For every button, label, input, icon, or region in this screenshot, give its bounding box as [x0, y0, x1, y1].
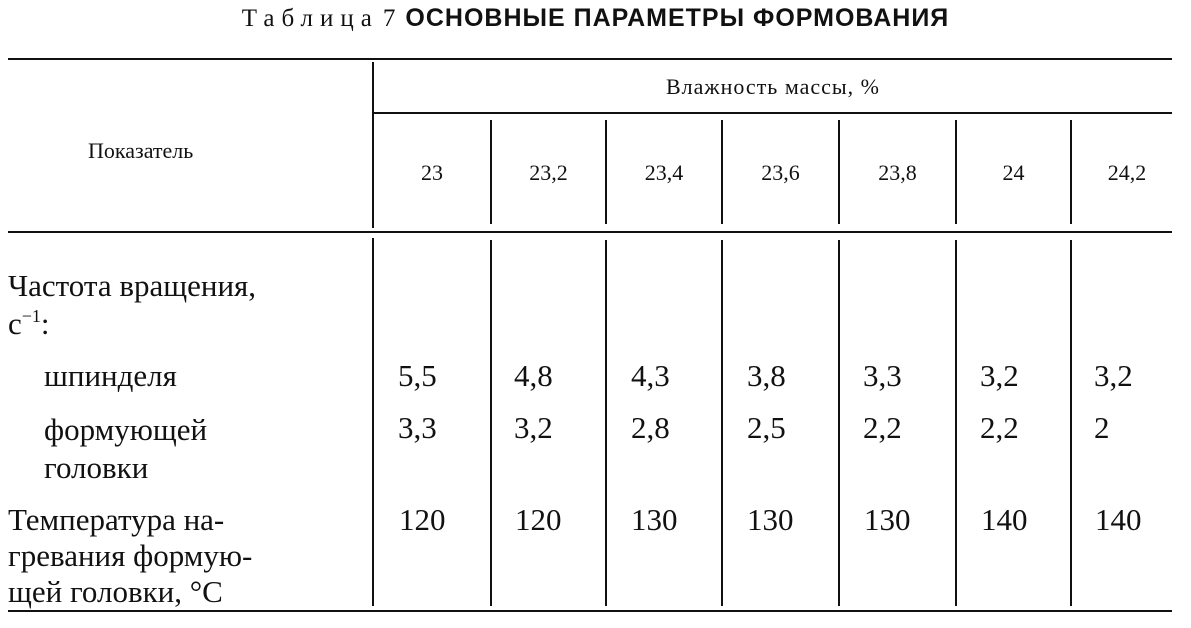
temperature-value: 140: [981, 502, 1028, 537]
spindle-value: 4,8: [514, 358, 553, 393]
temperature-value: 130: [747, 502, 794, 537]
stub-divider-body: [372, 238, 374, 606]
rotation-colon: :: [40, 306, 50, 341]
col-divider: [490, 240, 492, 606]
col-divider: [605, 240, 607, 606]
spindle-label: шпинделя: [44, 358, 177, 393]
top-rule: [8, 58, 1172, 60]
temperature-label-line1: Температура на-: [8, 502, 225, 537]
stub-header: Показатель: [88, 138, 194, 163]
spindle-value: 3,8: [747, 358, 786, 393]
column-header: 24,2: [1107, 160, 1147, 185]
forming-head-value: 3,3: [398, 410, 437, 445]
forming-head-value: 2,5: [747, 410, 786, 445]
group-header-rule: [374, 112, 1172, 114]
spindle-value: 5,5: [398, 358, 437, 393]
col-divider: [955, 240, 957, 606]
forming-head-value: 2,2: [980, 410, 1019, 445]
forming-head-label-line1: формующей: [44, 412, 208, 447]
col-divider: [1070, 240, 1072, 606]
bottom-rule: [8, 610, 1172, 612]
forming-head-label-line2: головки: [44, 450, 149, 485]
rotation-unit-exponent: −1: [21, 306, 41, 326]
spindle-value: 3,2: [980, 358, 1019, 393]
column-header: 23,4: [644, 160, 684, 185]
temperature-label-line2: гревания формую-: [8, 538, 253, 573]
table-title-prefix: Таблица: [241, 5, 379, 32]
temperature-value: 120: [515, 502, 562, 537]
table-title: [0, 4, 1191, 33]
spindle-value: 4,3: [631, 358, 670, 393]
temperature-value: 130: [864, 502, 911, 537]
column-header: 23: [421, 160, 443, 185]
temperature-value: 140: [1095, 502, 1142, 537]
forming-head-value: 2,2: [863, 410, 902, 445]
spindle-value: 3,2: [1094, 358, 1133, 393]
temperature-label-line3: щей головки, °С: [8, 574, 223, 609]
rotation-heading-line2: [8, 306, 50, 342]
table-title-number: 7: [382, 5, 396, 32]
header-bottom-rule: [8, 231, 1172, 233]
forming-head-value: 2: [1094, 410, 1110, 445]
temperature-value: 120: [399, 502, 446, 537]
col-divider: [721, 240, 723, 606]
rotation-heading-line1: Частота вращения,: [8, 268, 257, 303]
rotation-unit: с: [8, 306, 22, 341]
temperature-value: 130: [631, 502, 678, 537]
column-header: 23,8: [878, 160, 917, 185]
column-header: 24: [1002, 160, 1025, 185]
forming-head-value: 3,2: [514, 410, 553, 445]
col-divider: [838, 240, 840, 606]
table-title-main: ОСНОВНЫЕ ПАРАМЕТРЫ ФОРМОВАНИЯ: [405, 4, 950, 32]
column-header: 23,2: [529, 160, 568, 185]
forming-head-value: 2,8: [631, 410, 670, 445]
column-header: 23,6: [761, 160, 800, 185]
spindle-value: 3,3: [863, 358, 902, 393]
group-header: Влажность массы, %: [665, 74, 881, 99]
